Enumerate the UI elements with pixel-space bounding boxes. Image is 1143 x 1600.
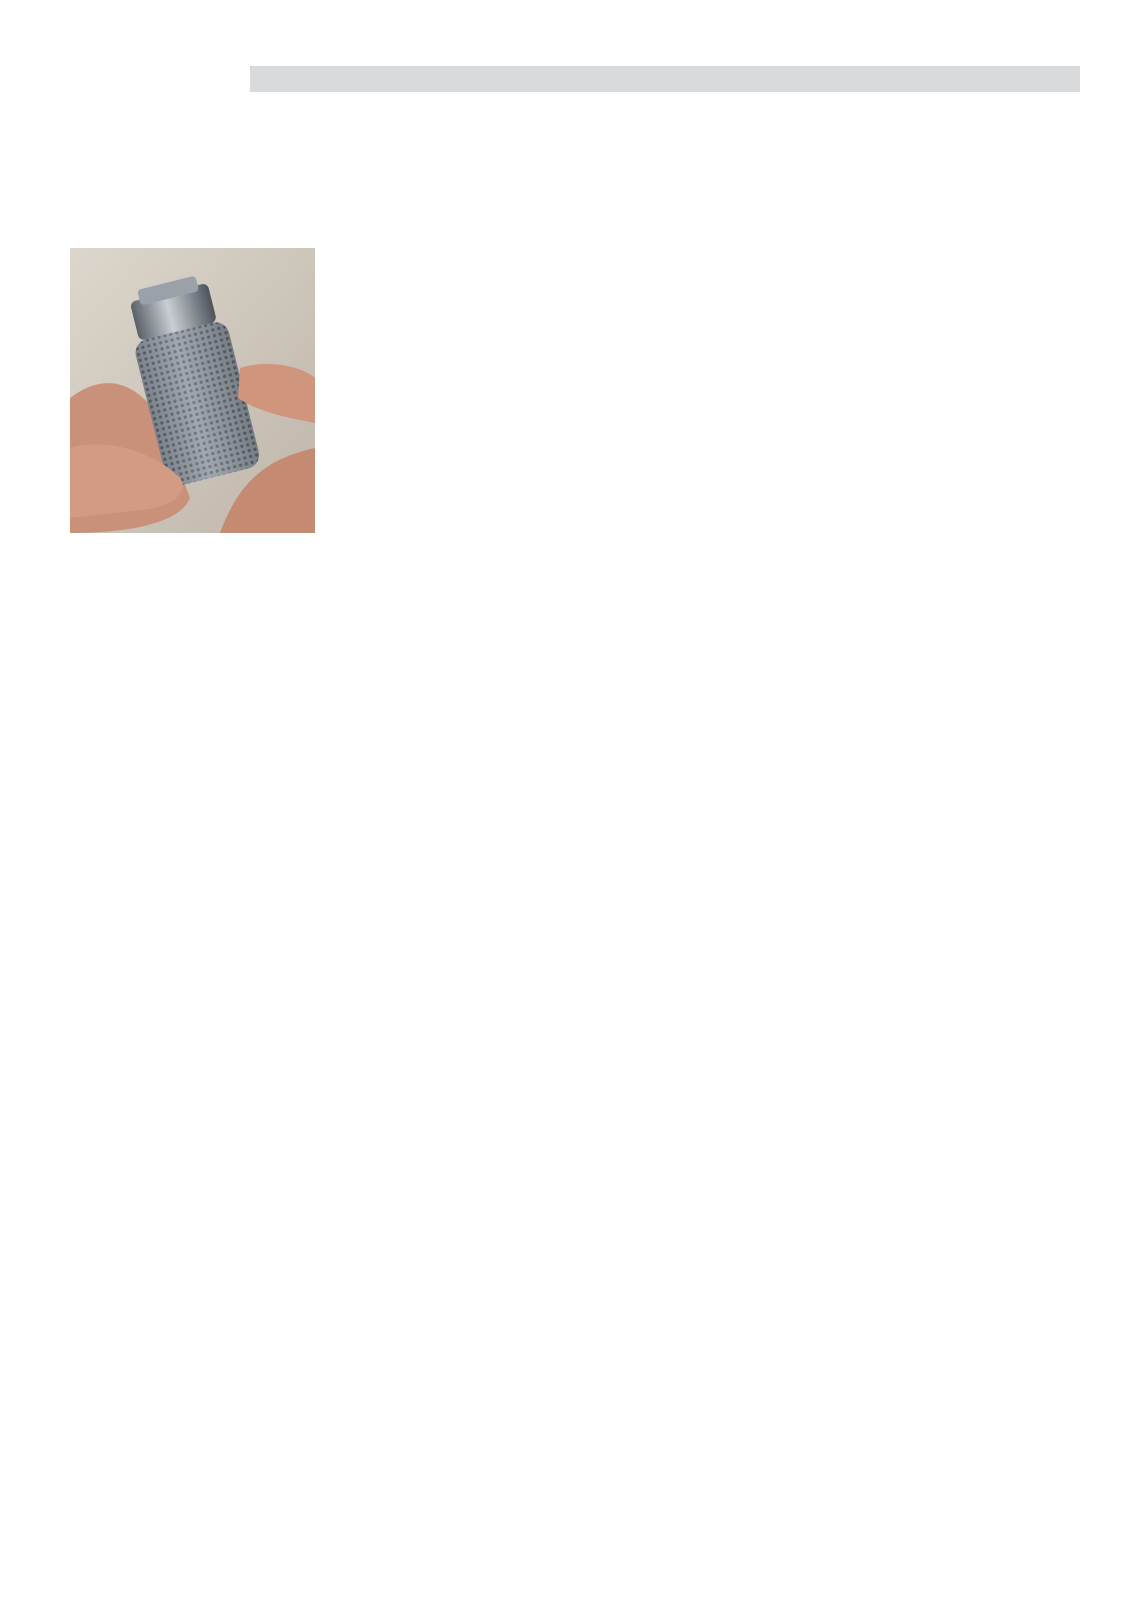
cluster-bomb-photo [70,248,315,533]
article-column-1 [70,240,304,551]
masthead [70,64,86,90]
masthead-bar [250,66,1080,92]
